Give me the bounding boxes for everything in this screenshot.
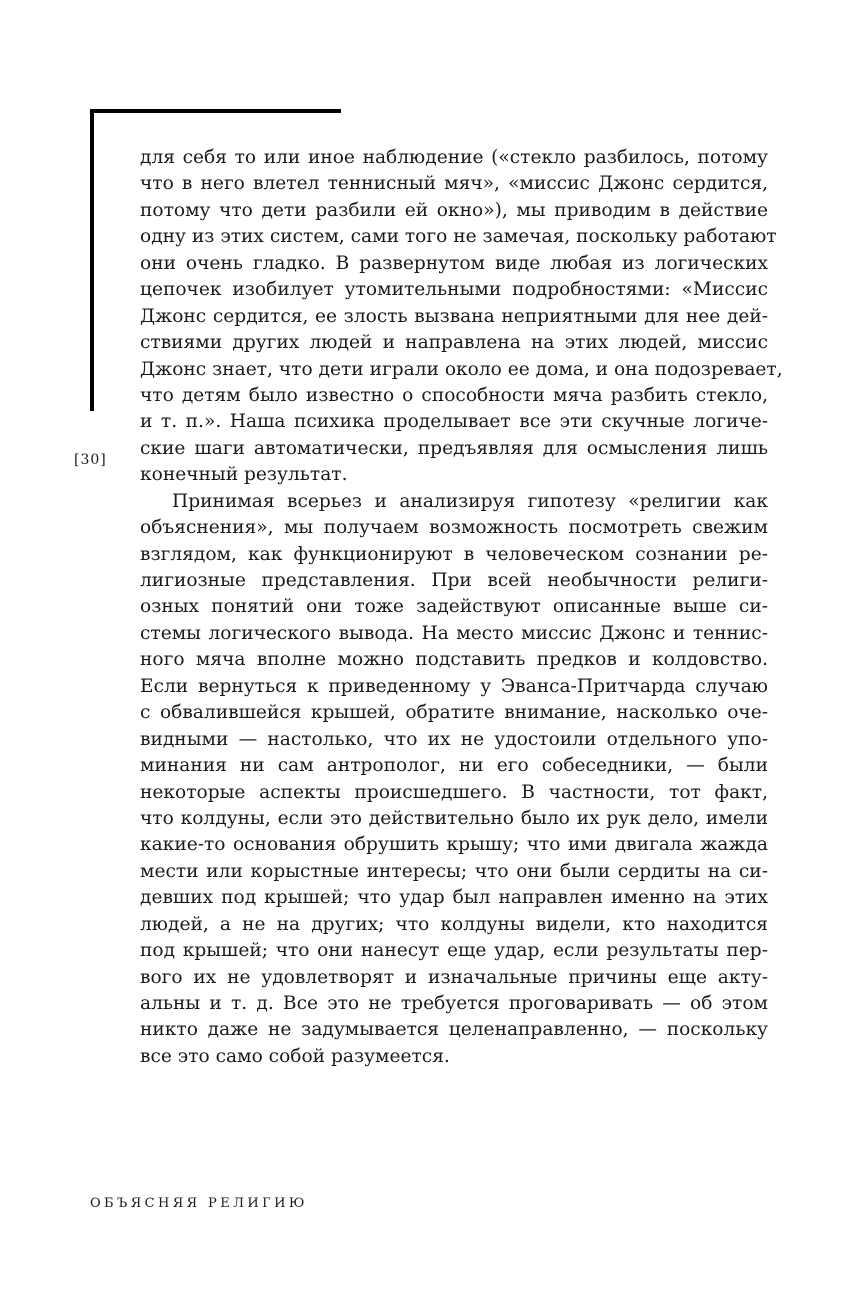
text-line: лигиозные представления. При всей необычности религи- (140, 570, 768, 591)
bracket-top-rule (90, 109, 341, 113)
paragraph-1 (140, 145, 783, 489)
text-line: все это само собой разумеется. (140, 1045, 450, 1067)
text-line: никто даже не задумывается целенаправленно, — поскольку (140, 1019, 768, 1041)
text-line: ного мяча вполне можно подставить предков и колдовство. (140, 649, 768, 671)
text-line: стемы логического вывода. На место миссис Джонс и теннис- (140, 622, 768, 644)
text-line: под крышей; что они нанесут еще удар, если результаты пер- (140, 940, 768, 962)
text-line: потому что дети разбили ей окно»), мы приводим в действие (140, 199, 768, 221)
text-line: ствиями других людей и направлена на этих людей, миссис (140, 332, 768, 354)
page-number: [30] (74, 452, 107, 468)
text-line: для себя то или иное наблюдение («стекло разбилось, потому (140, 147, 768, 168)
text-line: что в него влетел теннисный мяч», «миссис Джонс сердится, (140, 173, 768, 195)
paragraph-2 (140, 489, 768, 1071)
text-line: что детям было известно о способности мяча разбить стекло, (140, 384, 768, 406)
text-line: Джонс знает, что дети играли около ее дома, и она подозревает, (140, 358, 783, 380)
text-line: взглядом, как функционируют в человеческом сознании ре- (140, 543, 768, 565)
text-line: Принимая всерьез и анализируя гипотезу «религии как (172, 490, 768, 512)
text-line: объяснения», мы получаем возможность посмотреть свежим (140, 517, 768, 539)
text-line: девших под крышей; что удар был направлен именно на этих (140, 887, 768, 909)
text-line: и т. п.». Наша психика проделывает все эти скучные логиче- (140, 411, 768, 433)
text-line: с обвалившейся крышей, обратите внимание, насколько оче- (140, 702, 768, 724)
text-line: минания ни сам антрополог, ни его собеседники, — были (140, 755, 768, 777)
text-line: конечный результат. (140, 464, 348, 486)
text-line: одну из этих систем, сами того не замечая, поскольку работают (140, 226, 777, 248)
text-line: видными — настолько, что их не удостоили отдельного упо- (140, 728, 768, 750)
text-line: вого их не удовлетворят и изначальные причины еще акту- (140, 966, 768, 988)
text-line: Если вернуться к приведенному у Эванса-Притчарда случаю (140, 675, 768, 697)
body-text (140, 145, 783, 1070)
text-line: некоторые аспекты происшедшего. В частности, тот факт, (140, 781, 768, 803)
bracket-left-rule (90, 109, 94, 411)
text-line: мести или корыстные интересы; что они были сердиты на си- (140, 860, 768, 882)
text-line: какие-то основания обрушить крышу; что ими двигала жажда (140, 834, 768, 856)
text-line: что колдуны, если это действительно было их рук дело, имели (140, 807, 768, 829)
text-line: озных понятий они тоже задействуют описанные выше си- (140, 596, 768, 618)
text-line: людей, а не на других; что колдуны видели, кто находится (140, 913, 768, 935)
text-line: Джонс сердится, ее злость вызвана неприятными для нее дей- (140, 305, 768, 327)
text-line: альны и т. д. Все это не требуется проговаривать — об этом (140, 993, 768, 1014)
text-line: цепочек изобилует утомительными подробностями: «Миссис (140, 279, 768, 301)
text-line: они очень гладко. В развернутом виде любая из логических (140, 252, 768, 274)
text-line: ские шаги автоматически, предъявляя для осмысления лишь (140, 437, 768, 459)
running-footer: ОБЪЯСНЯЯ РЕЛИГИЮ (90, 1196, 308, 1211)
